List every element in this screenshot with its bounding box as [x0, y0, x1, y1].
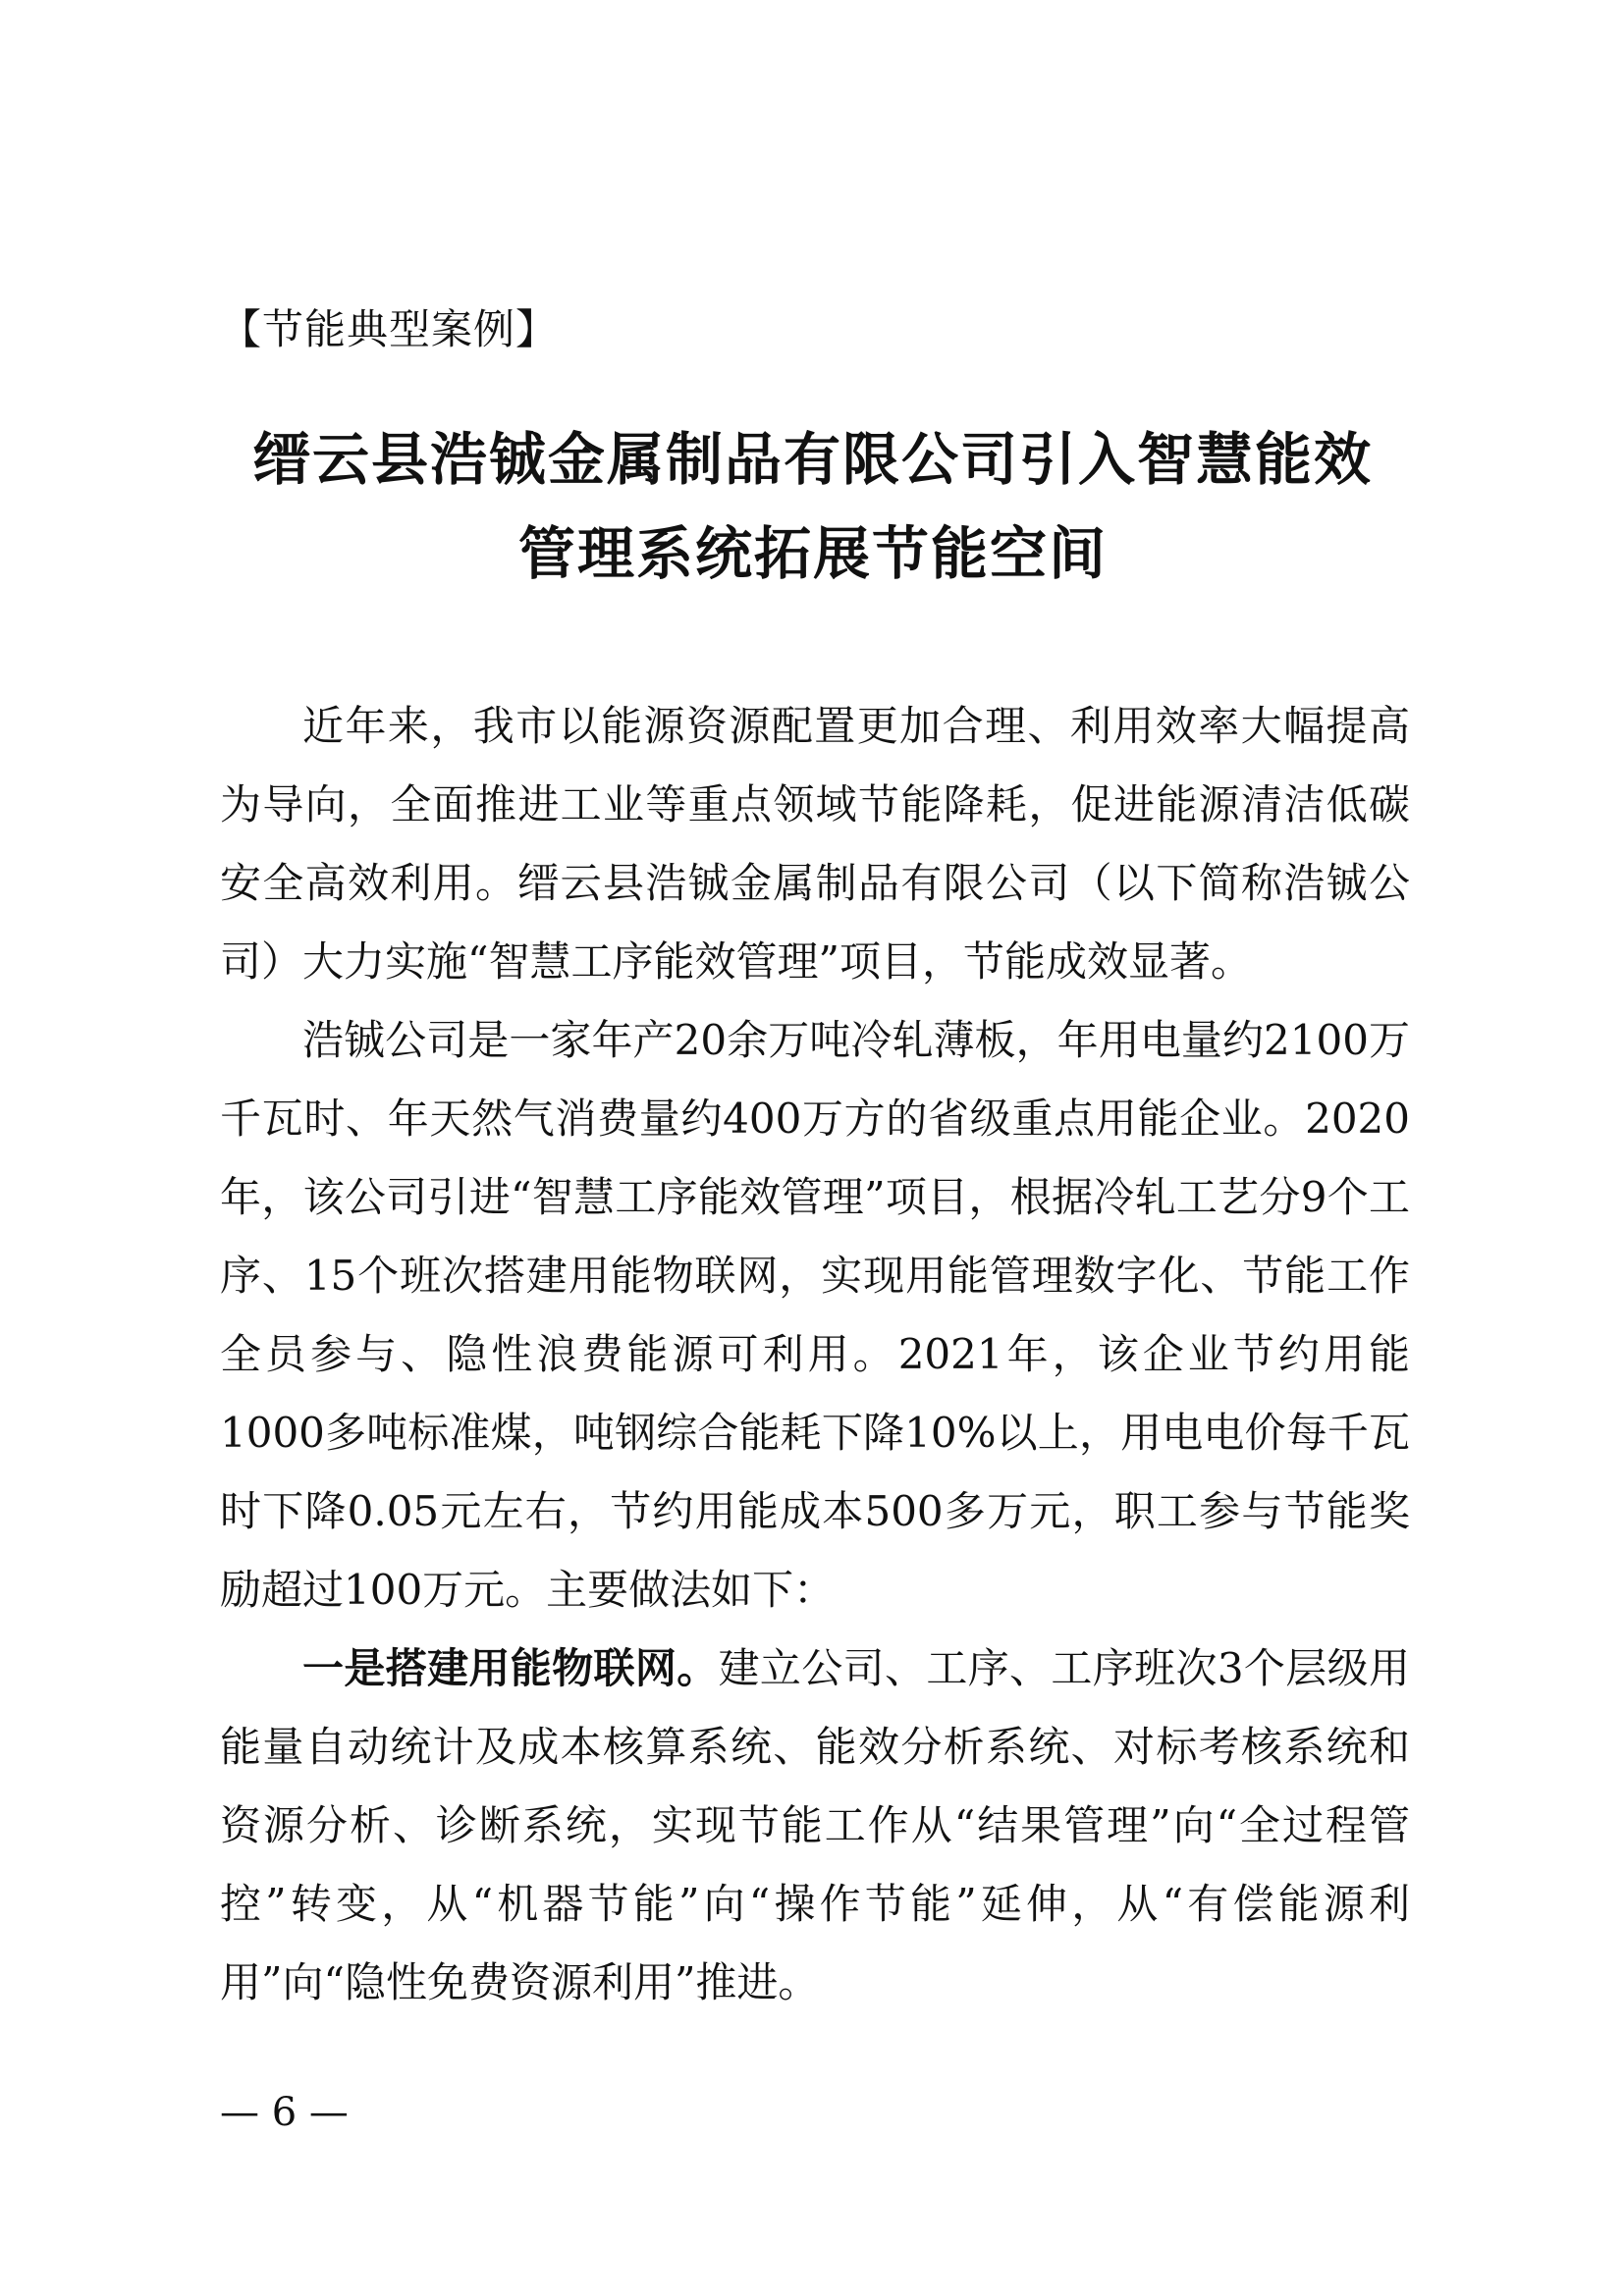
- paragraph: [220, 1629, 1410, 2022]
- category-label: 【节能典型案例】: [220, 305, 559, 353]
- title-line-2: 管理系统拓展节能空间: [517, 520, 1108, 587]
- paragraph: [220, 687, 1410, 1001]
- paragraph: [220, 1001, 1410, 1629]
- title-line-1: 缙云县浩铖金属制品有限公司引入智慧能效: [252, 426, 1373, 493]
- document-title: [196, 412, 1430, 601]
- paragraph-text: 近年来，我市以能源资源配置更加合理、利用效率大幅提高为导向，全面推进工业等重点领域节能降耗，促进能源清洁低碳安全高效利用。缙云县浩铖金属制品有限公司（以下简称浩铖公司）大力实施“智慧工序能效管理”项目，节能成效显著。: [220, 702, 1410, 986]
- document-body: [220, 687, 1410, 2022]
- paragraph-text: 建立公司、工序、工序班次3个层级用能量自动统计及成本核算系统、能效分析系统、对标考核系统和资源分析、诊断系统，实现节能工作从“结果管理”向“全过程管控”转变，从“机器节能”向“操作节能”延伸，从“有偿能源利用”向“隐性免费资源利用”推进。: [220, 1644, 1410, 2006]
- page-number: — 6 —: [220, 2090, 349, 2135]
- paragraph-text: 浩铖公司是一家年产20余万吨冷轧薄板，年用电量约2100万千瓦时、年天然气消费量约400万方的省级重点用能企业。2020年，该公司引进“智慧工序能效管理”项目，根据冷轧工艺分9个工序、15个班次搭建用能物联网，实现用能管理数字化、节能工作全员参与、隐性浪费能源可利用。2021年，该企业节约用能1000多吨标准煤，吨钢综合能耗下降10%以上，用电电价每千瓦时下降0.05元左右，节约用能成本500多万元，职工参与节能奖励超过100万元。主要做法如下：: [220, 1016, 1410, 1614]
- paragraph-lead-heading: 一是搭建用能物联网。: [302, 1644, 719, 1692]
